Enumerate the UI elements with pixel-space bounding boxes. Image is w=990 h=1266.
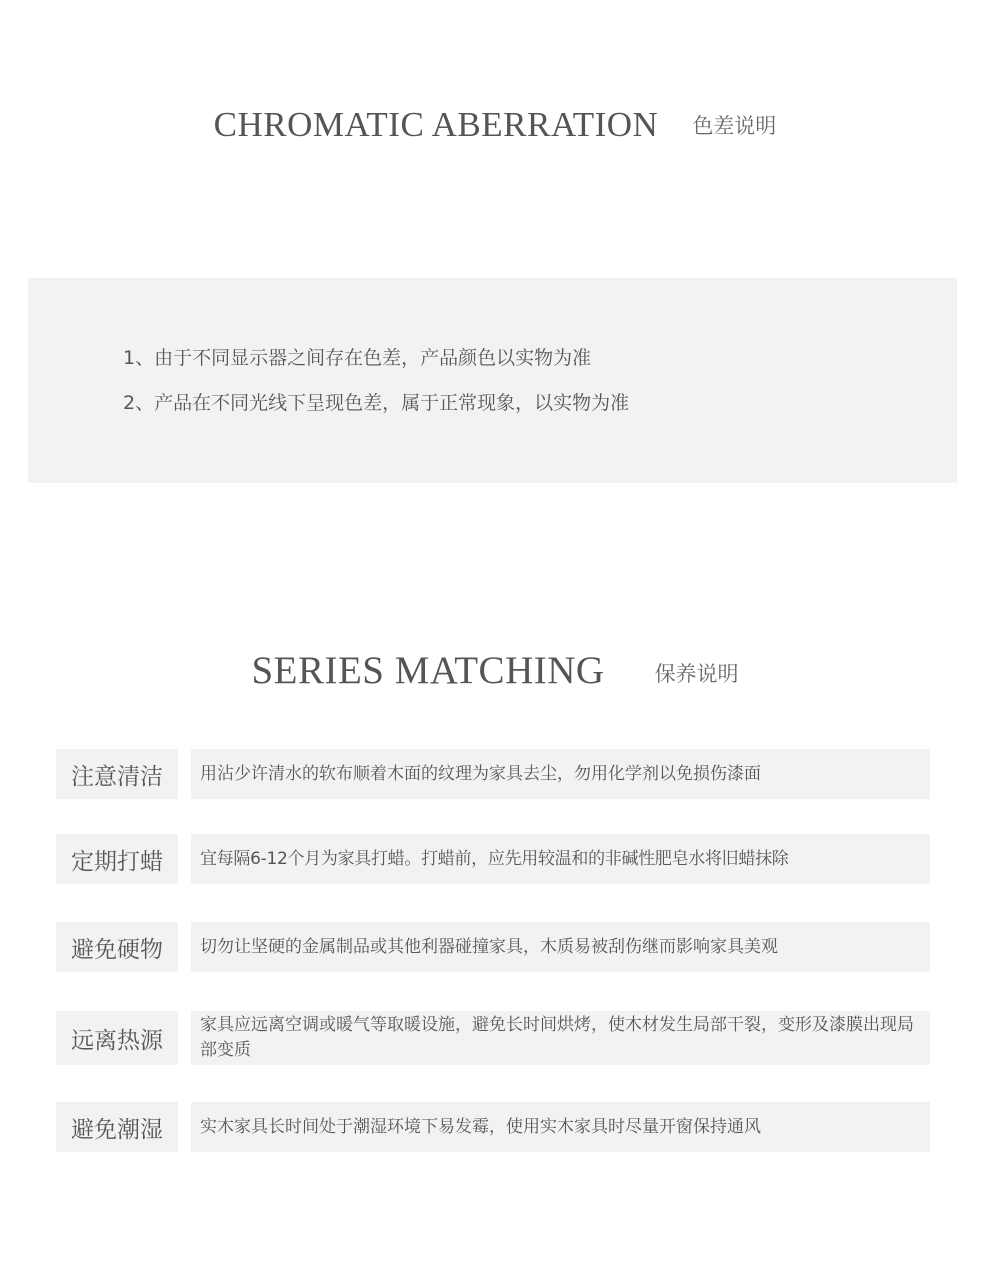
care-item-description-text: 家具应远离空调或暖气等取暖设施，避免长时间烘烤，使木材发生局部干裂，变形及漆膜出现局部变质 — [200, 1015, 914, 1060]
care-item-label: 注意清洁 — [56, 749, 178, 799]
care-item-label: 远离热源 — [56, 1011, 178, 1065]
care-item-description — [191, 1102, 930, 1152]
chromatic-aberration-title-en: CHROMATIC ABERRATION — [213, 105, 659, 144]
care-item-description — [191, 922, 930, 972]
series-matching-title-cn: 保养说明 — [654, 662, 739, 686]
care-item-label: 避免潮湿 — [56, 1102, 178, 1152]
chromatic-aberration-title-cn: 色差说明 — [692, 114, 777, 138]
chromatic-note-2: 2、产品在不同光线下呈现色差，属于正常现象，以实物为准 — [123, 392, 630, 414]
chromatic-aberration-heading — [0, 105, 990, 145]
care-item-description — [191, 834, 930, 884]
care-item-description-text: 切勿让坚硬的金属制品或其他利器碰撞家具，木质易被刮伤继而影响家具美观 — [200, 936, 778, 957]
care-item-description-text: 用沾少许清水的软布顺着木面的纹理为家具去尘，勿用化学剂以免损伤漆面 — [200, 763, 761, 784]
chromatic-notes-panel — [28, 278, 957, 483]
care-item-label: 避免硬物 — [56, 922, 178, 972]
chromatic-note-1: 1、由于不同显示器之间存在色差，产品颜色以实物为准 — [123, 347, 592, 369]
care-item-description-text: 实木家具长时间处于潮湿环境下易发霉，使用实木家具时尽量开窗保持通风 — [200, 1116, 761, 1137]
care-item-label: 定期打蜡 — [56, 834, 178, 884]
series-matching-heading — [0, 648, 990, 693]
care-item-description — [191, 1011, 930, 1065]
series-matching-title-en: SERIES MATCHING — [251, 649, 605, 692]
care-item-description — [191, 749, 930, 799]
care-item-description-text: 宜每隔6-12个月为家具打蜡。打蜡前，应先用较温和的非碱性肥皂水将旧蜡抹除 — [200, 848, 789, 869]
